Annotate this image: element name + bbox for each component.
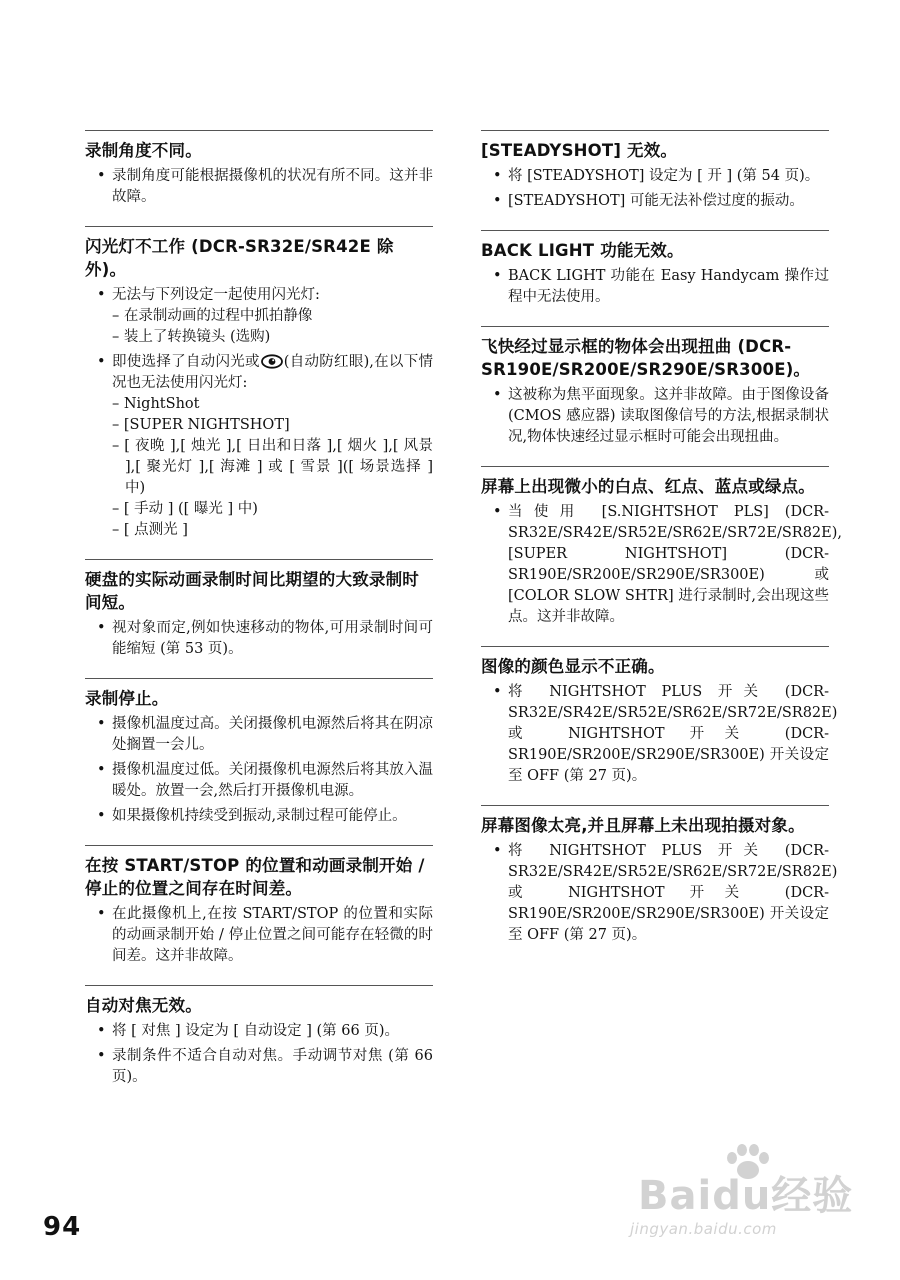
bullet-intro: 无法与下列设定一起使用闪光灯: xyxy=(112,287,320,303)
bullet-list xyxy=(481,502,843,628)
bullet-item: • 视对象而定,例如快速移动的物体,可用录制时间可能缩短 (第 53 页)。 xyxy=(85,618,433,660)
watermark-brand: Baidu经验 xyxy=(638,1173,854,1219)
section-heading: [STEADYSHOT] 无效。 xyxy=(481,141,678,160)
watermark xyxy=(618,1142,858,1252)
bullet-item xyxy=(85,352,433,541)
bullet-item: • 这被称为焦平面现象。这并非故障。由于图像设备 (CMOS 感应器) 读取图像信号的方法,根据录制状况,物体快速经过显示框时可能会出现扭曲。 xyxy=(481,385,829,448)
bullet-text-post: (自动防红眼),在以下情况也无法使用闪光灯: xyxy=(112,354,433,391)
bullet-item: • 将 NIGHTSHOT PLUS 开关 (DCR-SR32E/SR42E/SR52E/SR62E/SR72E/SR82E) 或 NIGHTSHOT 开关 (DCR-SR190E/SR200E/SR290E/SR300E) 开关设定至 OFF (第 27 页)。 xyxy=(481,841,829,946)
bullet-item: • 如果摄像机持续受到振动,录制过程可能停止。 xyxy=(85,806,433,827)
bullet-list xyxy=(481,841,838,946)
bullet-list xyxy=(85,618,433,660)
bullet-item xyxy=(85,285,433,348)
bullet-item: • 录制条件不适合自动对焦。手动调节对焦 (第 66 页)。 xyxy=(85,1046,433,1088)
section-back-light xyxy=(481,230,829,326)
sub-item: – [ 手动 ] ([ 曝光 ] 中) xyxy=(112,501,258,517)
bullet-item: • BACK LIGHT 功能在 Easy Handycam 操作过程中无法使用。 xyxy=(481,266,829,308)
bullet-list xyxy=(85,714,433,827)
red-eye-reduction-icon xyxy=(261,354,283,369)
bullet-item: • 将 [STEADYSHOT] 设定为 [ 开 ] (第 54 页)。 xyxy=(481,166,829,187)
bullet-item: • [STEADYSHOT] 可能无法补偿过度的振动。 xyxy=(481,191,829,212)
sub-item: – [ 夜晚 ],[ 烛光 ],[ 日出和日落 ],[ 烟火 ],[ 风景 ],[ 聚光灯 ],[ 海滩 ] 或 [ 雪景 ]([ 场景选择 ] 中) xyxy=(112,438,433,496)
section-heading: 录制角度不同。 xyxy=(85,141,202,160)
sub-item: – [SUPER NIGHTSHOT] xyxy=(112,417,290,433)
section-steadyshot xyxy=(481,130,829,230)
bullet-item: • 录制角度可能根据摄像机的状况有所不同。这并非故障。 xyxy=(85,166,433,208)
bullet-item: • 在此摄像机上,在按 START/STOP 的位置和实际的动画录制开始 / 停止位置之间可能存在轻微的时间差。这并非故障。 xyxy=(85,904,433,967)
left-column xyxy=(85,130,433,1106)
bullet-list xyxy=(85,285,433,541)
section-heading: 硬盘的实际动画录制时间比期望的大致录制时间短。 xyxy=(85,570,419,612)
watermark-url: jingyan.baidu.com xyxy=(630,1220,777,1238)
page-number: 94 xyxy=(43,1212,82,1242)
section-color xyxy=(481,646,838,805)
bullet-item: • 将 [ 对焦 ] 设定为 [ 自动设定 ] (第 66 页)。 xyxy=(85,1021,433,1042)
section-dots xyxy=(481,466,843,646)
section-heading: 自动对焦无效。 xyxy=(85,996,202,1015)
section-heading: 屏幕图像太亮,并且屏幕上未出现拍摄对象。 xyxy=(481,816,805,835)
section-flash xyxy=(85,226,433,559)
section-time-lag xyxy=(85,845,433,985)
bullet-list xyxy=(481,682,838,787)
sub-item: – 装上了转换镜头 (选购) xyxy=(112,329,271,345)
section-recording-time xyxy=(85,559,433,678)
bullet-list xyxy=(85,904,433,967)
bullet-text-pre: 即使选择了自动闪光或 xyxy=(112,354,260,370)
section-heading: 在按 START/STOP 的位置和动画录制开始 / 停止的位置之间存在时间差。 xyxy=(85,856,425,898)
sub-item: – 在录制动画的过程中抓拍静像 xyxy=(112,308,313,324)
bullet-list xyxy=(85,166,433,208)
section-heading: 录制停止。 xyxy=(85,689,169,708)
right-column xyxy=(481,130,843,964)
section-heading: 飞快经过显示框的物体会出现扭曲 (DCR-SR190E/SR200E/SR290E/SR300E)。 xyxy=(481,337,811,379)
section-too-bright xyxy=(481,805,838,964)
bullet-item: • 将 NIGHTSHOT PLUS 开关 (DCR-SR32E/SR42E/SR52E/SR62E/SR72E/SR82E) 或 NIGHTSHOT 开关 (DCR-SR190E/SR200E/SR290E/SR300E) 开关设定至 OFF (第 27 页)。 xyxy=(481,682,829,787)
sub-item: – [ 点测光 ] xyxy=(112,522,188,538)
bullet-list xyxy=(481,266,829,308)
section-heading: BACK LIGHT 功能无效。 xyxy=(481,241,684,260)
bullet-item: • 摄像机温度过高。关闭摄像机电源然后将其在阴凉处搁置一会儿。 xyxy=(85,714,433,756)
bullet-item: • 摄像机温度过低。关闭摄像机电源然后将其放入温暖处。放置一会,然后打开摄像机电源。 xyxy=(85,760,433,802)
bullet-item: • 当使用 [S.NIGHTSHOT PLS] (DCR-SR32E/SR42E/SR52E/SR62E/SR72E/SR82E),[SUPER NIGHTSHOT] (DCR-SR190E/SR200E/SR290E/SR300E) 或 [COLOR SLOW SHTR] 进行录制时,会出现这些点。这并非故障。 xyxy=(481,502,829,628)
section-heading: 屏幕上出现微小的白点、红点、蓝点或绿点。 xyxy=(481,477,815,496)
section-distortion xyxy=(481,326,829,466)
section-heading: 闪光灯不工作 (DCR-SR32E/SR42E 除外)。 xyxy=(85,237,394,279)
section-angle xyxy=(85,130,433,226)
sub-item: – NightShot xyxy=(112,396,200,412)
section-heading: 图像的颜色显示不正确。 xyxy=(481,657,665,676)
bullet-list xyxy=(481,385,829,448)
bullet-list xyxy=(481,166,829,212)
section-recording-stops xyxy=(85,678,433,845)
bullet-list xyxy=(85,1021,433,1088)
section-autofocus xyxy=(85,985,433,1106)
